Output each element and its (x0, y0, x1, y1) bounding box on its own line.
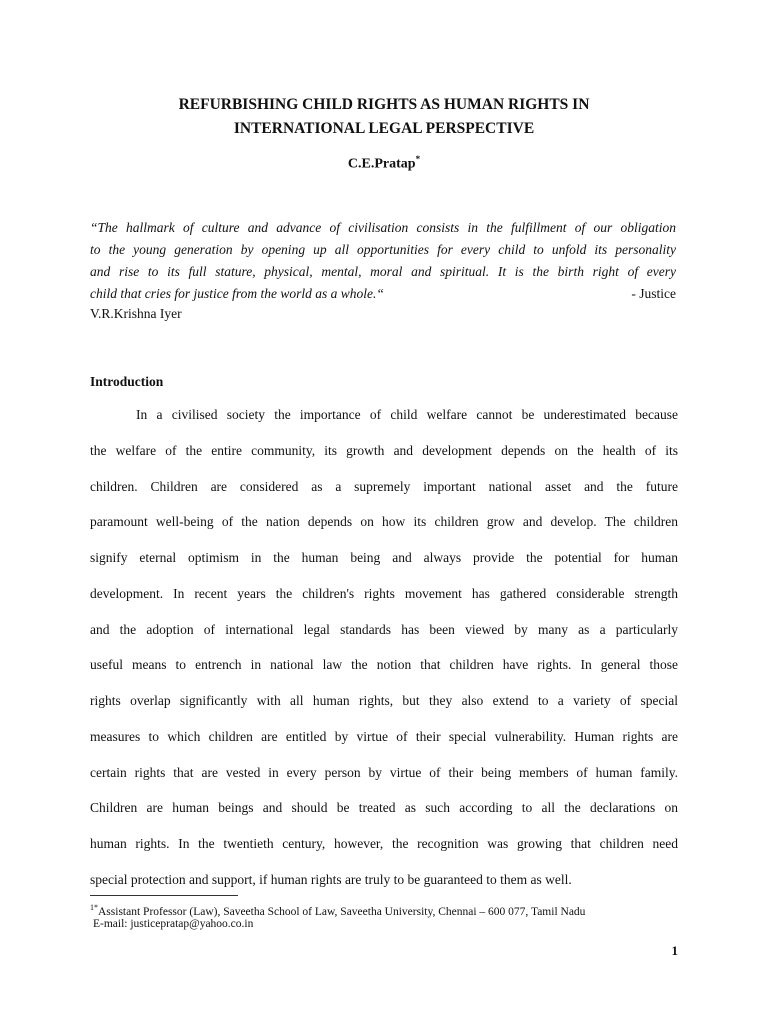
epigraph-attribution-prefix: - Justice (631, 286, 676, 301)
paragraph-line: human rights. In the twentieth century, however, the recognition was growing that children need (90, 836, 678, 851)
footnote-email: E-mail: justicepratap@yahoo.co.in (93, 918, 254, 930)
paragraph-line: rights overlap significantly with all human rights, but they also extend to a variety of special (90, 693, 678, 708)
document-title-line-1: REFURBISHING CHILD RIGHTS AS HUMAN RIGHTS IN (178, 96, 590, 113)
paragraph-line: signify eternal optimism in the human being and always provide the potential for human (90, 550, 678, 565)
footnote-affiliation: Assistant Professor (Law), Saveetha School of Law, Saveetha University, Chennai – 600 077, Tamil Nadu (98, 905, 586, 918)
author-footnote-mark: * (415, 154, 421, 164)
paragraph-line: special protection and support, if human rights are truly to be guaranteed to them as well. (90, 872, 572, 887)
paragraph-line: In a civilised society the importance of child welfare cannot be underestimated because (136, 407, 678, 422)
epigraph-line: to the young generation by opening up all opportunities for every child to unfold its personality (90, 242, 676, 257)
document-title-line-2: INTERNATIONAL LEGAL PERSPECTIVE (233, 120, 535, 137)
epigraph-line-text: child that cries for justice from the world as a whole.“ (90, 286, 384, 301)
page-number: 1 (671, 943, 678, 958)
paragraph-line: Children are human beings and should be treated as such according to all the declarations on (90, 800, 678, 815)
epigraph-attribution-name: V.R.Krishna Iyer (90, 306, 182, 321)
epigraph-line: “The hallmark of culture and advance of civilisation consists in the fulfillment of our obligation (90, 220, 676, 235)
paragraph-line: paramount well-being of the nation depends on how its children grow and develop. The children (90, 514, 678, 529)
author-name (60, 154, 708, 173)
paragraph-line: measures to which children are entitled by virtue of their special vulnerability. Human rights are (90, 729, 678, 744)
paragraph-line: the welfare of the entire community, its growth and development depends on the health of its (90, 443, 678, 458)
paragraph-line: and the adoption of international legal standards has been viewed by many as a particularly (90, 622, 678, 637)
author-name-text: C.E.Pratap (347, 156, 416, 172)
footnote-mark: 1* (90, 903, 98, 912)
paragraph-line: development. In recent years the children's rights movement has gathered considerable strength (90, 586, 678, 601)
section-heading: Introduction (90, 374, 164, 389)
epigraph-line (90, 284, 676, 304)
footnote-separator (90, 895, 238, 896)
paragraph-line: useful means to entrench in national law the notion that children have rights. In general those (90, 657, 678, 672)
paragraph-line: certain rights that are vested in every person by virtue of their being members of human family. (90, 765, 678, 780)
epigraph-line: and rise to its full stature, physical, mental, moral and spiritual. It is the birth right of every (90, 264, 676, 279)
paragraph-line: children. Children are considered as a supremely important national asset and the future (90, 479, 678, 494)
